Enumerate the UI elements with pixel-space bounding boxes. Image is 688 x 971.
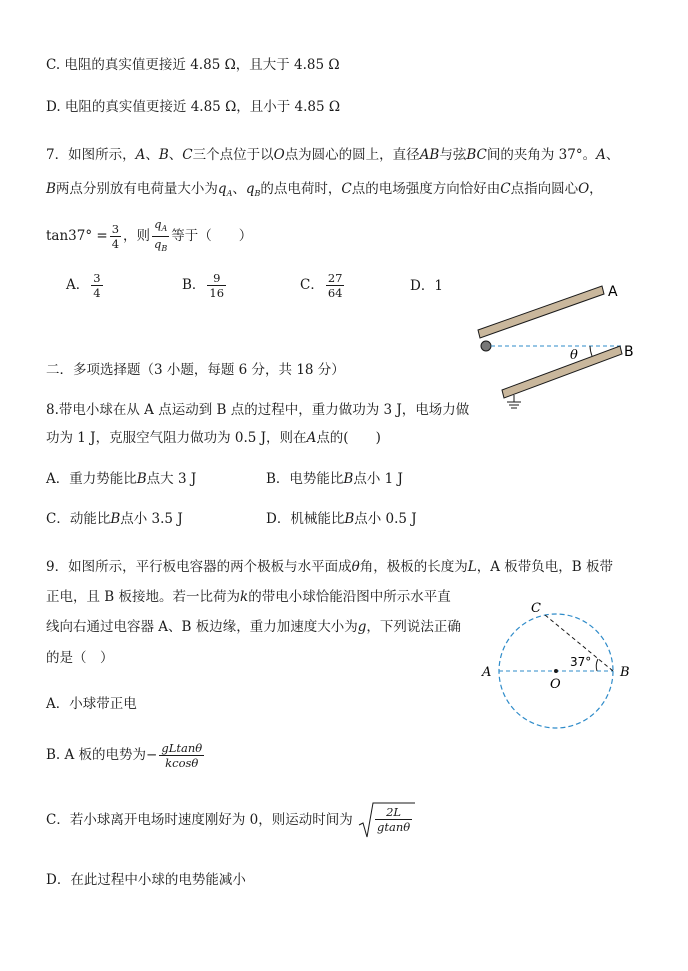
- q6-option-d: D. 电阻的真实值更接近 4.85 Ω，且小于 4.85 Ω: [46, 99, 341, 115]
- theta-label: θ: [570, 348, 578, 363]
- label-c: C: [531, 601, 541, 616]
- center-point: [554, 669, 558, 673]
- q8-option-c: C．动能比B点小 3.5 J: [46, 511, 183, 527]
- q8-option-d: D．机械能比B点小 0.5 J: [266, 511, 417, 527]
- q7-option-c: C． $\frac{27}{64}$: [300, 271, 343, 300]
- plate-b: [502, 346, 622, 398]
- q9-line-3: 线向右通过电容器 A、B 板边缘，重力加速度大小为g，下列说法正确: [46, 619, 461, 635]
- label-b: B: [624, 344, 634, 360]
- section-2-title: 二．多项选择题（3 小题，每题 6 分，共 18 分）: [46, 362, 345, 378]
- charged-ball: [481, 341, 491, 351]
- label-b: B: [620, 665, 630, 680]
- angle-arc: [596, 659, 598, 671]
- angle-label: 37°: [570, 655, 592, 669]
- q7-option-b: B． $\frac{9}{16}$: [182, 271, 225, 300]
- q8-line-2: 功为 1 J，克服空气阻力做功为 0.5 J，则在A点的( ): [46, 430, 381, 446]
- fraction-3-4: $\frac{3}{4}$: [111, 222, 120, 251]
- q9-option-d: D．在此过程中小球的电势能减小: [46, 872, 246, 888]
- label-a: A: [482, 665, 492, 680]
- sqrt-expression: $\frac{2L}{gtan\theta}$: [357, 801, 417, 841]
- capacitor-figure: [470, 278, 640, 418]
- q9-option-b: B. A 板的电势为− $\frac{gLtan\theta}{kcos\theta}$: [46, 741, 203, 770]
- q7-option-a: A． $\frac{3}{4}$: [66, 271, 101, 300]
- fraction-qa-qb: $\frac{q_A}{q_B}$: [154, 217, 168, 253]
- q7-line-3: tan37° = $\frac{3}{4}$ ，则 $\frac{q_A}{q_B}$ 等于（ ）: [46, 217, 252, 256]
- q8-option-b: B．电势能比B点小 1 J: [266, 471, 403, 487]
- q9-option-a: A．小球带正电: [46, 696, 137, 712]
- q8-line-1: 8.带电小球在从 A 点运动到 B 点的过程中，重力做功为 3 J，电场力做: [46, 402, 470, 418]
- label-a: A: [608, 284, 618, 300]
- theta-arc: [590, 346, 592, 356]
- label-o: O: [550, 677, 561, 692]
- circle-figure: [478, 595, 638, 755]
- q8-option-a: A．重力势能比B点大 3 J: [46, 471, 197, 487]
- q7-line-2: B两点分别放有电荷量大小为$q_A$、$q_B$的点电荷时，C点的电场强度方向恰好由C点指向圆心O，: [46, 181, 603, 198]
- q9-option-c: C．若小球离开电场时速度刚好为 0，则运动时间为 $\frac{2L}{gtan\theta}$: [46, 800, 417, 841]
- q9-line-1: 9．如图所示，平行板电容器的两个极板与水平面成θ角，极板的长度为L，A 板带负电，B 板带: [46, 559, 613, 575]
- q7-option-d: D．1: [410, 278, 443, 294]
- q6-option-c: C. 电阻的真实值更接近 4.85 Ω，且大于 4.85 Ω: [46, 57, 340, 73]
- ground-icon: [507, 395, 521, 408]
- q7-line-1: 7．如图所示，A、B、C三个点位于以O点为圆心的圆上，直径AB与弦BC间的夹角为 37°。A、: [46, 147, 620, 163]
- q9-line-2: 正电，且 B 板接地。若一比荷为k的带电小球恰能沿图中所示水平直: [46, 589, 451, 605]
- plate-a: [478, 286, 604, 338]
- q9-line-4: 的是（ ）: [46, 650, 114, 666]
